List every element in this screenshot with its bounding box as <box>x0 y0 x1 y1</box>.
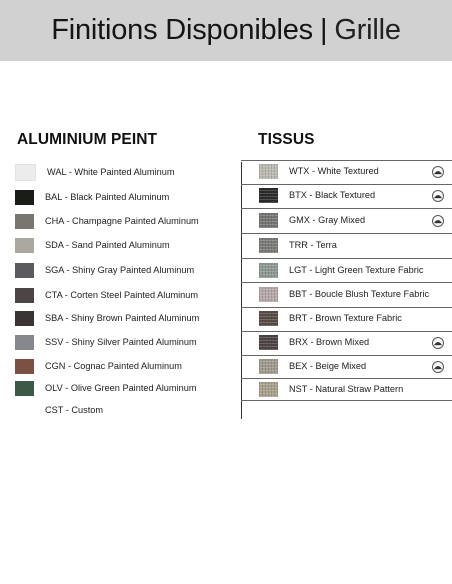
fabric-swatch <box>259 382 278 397</box>
row-divider <box>241 307 452 308</box>
fabric-swatch <box>259 311 278 326</box>
aluminium-finish-item <box>15 358 182 374</box>
mildew-resistant-icon <box>432 215 444 227</box>
mildew-resistant-icon <box>432 190 444 202</box>
finish-label: SDA - Sand Painted Aluminum <box>45 240 170 250</box>
row-divider <box>241 233 452 234</box>
finish-label: SSV - Shiny Silver Painted Aluminum <box>45 337 197 347</box>
column-divider <box>241 162 242 419</box>
finish-swatch <box>15 359 34 374</box>
finish-swatch <box>15 190 34 205</box>
fabric-finish-item <box>259 187 375 203</box>
aluminium-finish-item <box>15 334 197 350</box>
finish-swatch <box>15 288 34 303</box>
finish-label: GMX - Gray Mixed <box>289 215 366 225</box>
finish-label: BRT - Brown Texture Fabric <box>289 313 402 323</box>
aluminium-finish-item <box>15 287 198 303</box>
fabric-swatch <box>259 164 278 179</box>
finish-label: CST - Custom <box>45 405 104 415</box>
finish-label: BRX - Brown Mixed <box>289 337 370 347</box>
fabric-finish-item <box>259 163 379 179</box>
mildew-resistant-icon <box>432 361 444 373</box>
finish-label: CTA - Corten Steel Painted Aluminum <box>45 290 199 300</box>
finish-label: CGN - Cognac Painted Aluminum <box>45 361 182 371</box>
finish-swatch <box>15 238 34 253</box>
finish-swatch <box>15 381 34 396</box>
aluminium-finish-item <box>15 164 174 180</box>
aluminium-finish-item <box>15 262 194 278</box>
finish-swatch <box>15 311 34 326</box>
row-divider <box>241 160 452 161</box>
mildew-resistant-icon <box>432 166 444 178</box>
aluminium-section-title: ALUMINIUM PEINT <box>17 131 158 148</box>
fabric-swatch <box>259 263 278 278</box>
row-divider <box>241 331 452 332</box>
fabric-swatch <box>259 238 278 253</box>
finish-label: CHA - Champagne Painted Aluminum <box>45 216 199 226</box>
finish-label: BBT - Boucle Blush Texture Fabric <box>289 289 430 299</box>
aluminium-finish-item <box>15 237 170 253</box>
fabric-section-title: TISSUS <box>258 131 315 148</box>
row-divider <box>241 400 452 401</box>
fabric-finish-item <box>259 381 403 397</box>
row-divider <box>241 282 452 283</box>
fabric-swatch <box>259 359 278 374</box>
finish-swatch <box>15 263 34 278</box>
finish-label: BTX - Black Textured <box>289 190 376 200</box>
fabric-finish-item <box>259 286 429 302</box>
row-divider <box>241 378 452 379</box>
fabric-swatch <box>259 213 278 228</box>
row-divider <box>241 258 452 259</box>
finish-label: BEX - Beige Mixed <box>289 361 367 371</box>
aluminium-finish-item <box>15 380 197 396</box>
page-title: Finitions Disponibles <box>51 14 313 46</box>
finish-label: LGT - Light Green Texture Fabric <box>289 265 424 275</box>
finish-label: WAL - White Painted Aluminum <box>47 167 175 177</box>
finish-swatch <box>15 164 36 181</box>
finish-swatch <box>15 214 34 229</box>
fabric-swatch <box>259 287 278 302</box>
finish-label: SBA - Shiny Brown Painted Aluminum <box>45 313 200 323</box>
aluminium-finish-item <box>15 402 103 418</box>
row-divider <box>241 355 452 356</box>
fabric-swatch <box>259 335 278 350</box>
title-separator: | <box>319 14 328 46</box>
fabric-finish-item <box>259 358 366 374</box>
finish-label: OLV - Olive Green Painted Aluminum <box>45 383 197 393</box>
aluminium-finish-item <box>15 189 169 205</box>
finish-label: TRR - Terra <box>289 240 337 250</box>
fabric-swatch <box>259 188 278 203</box>
mildew-resistant-icon <box>432 337 444 349</box>
finish-label: NST - Natural Straw Pattern <box>289 384 404 394</box>
fabric-finish-item <box>259 262 423 278</box>
finish-label: BAL - Black Painted Aluminum <box>45 192 170 202</box>
page-subtitle: Grille <box>334 14 401 46</box>
fabric-finish-item <box>259 310 402 326</box>
row-divider <box>241 184 452 185</box>
finish-swatch <box>15 403 34 418</box>
fabric-finish-item <box>259 212 365 228</box>
finish-label: SGA - Shiny Gray Painted Aluminum <box>45 265 195 275</box>
finish-swatch <box>15 335 34 350</box>
finish-label: WTX - White Textured <box>289 166 379 176</box>
aluminium-finish-item <box>15 310 199 326</box>
page-header <box>0 0 452 61</box>
row-divider <box>241 208 452 209</box>
fabric-finish-item <box>259 237 337 253</box>
fabric-finish-item <box>259 334 369 350</box>
aluminium-finish-item <box>15 213 199 229</box>
